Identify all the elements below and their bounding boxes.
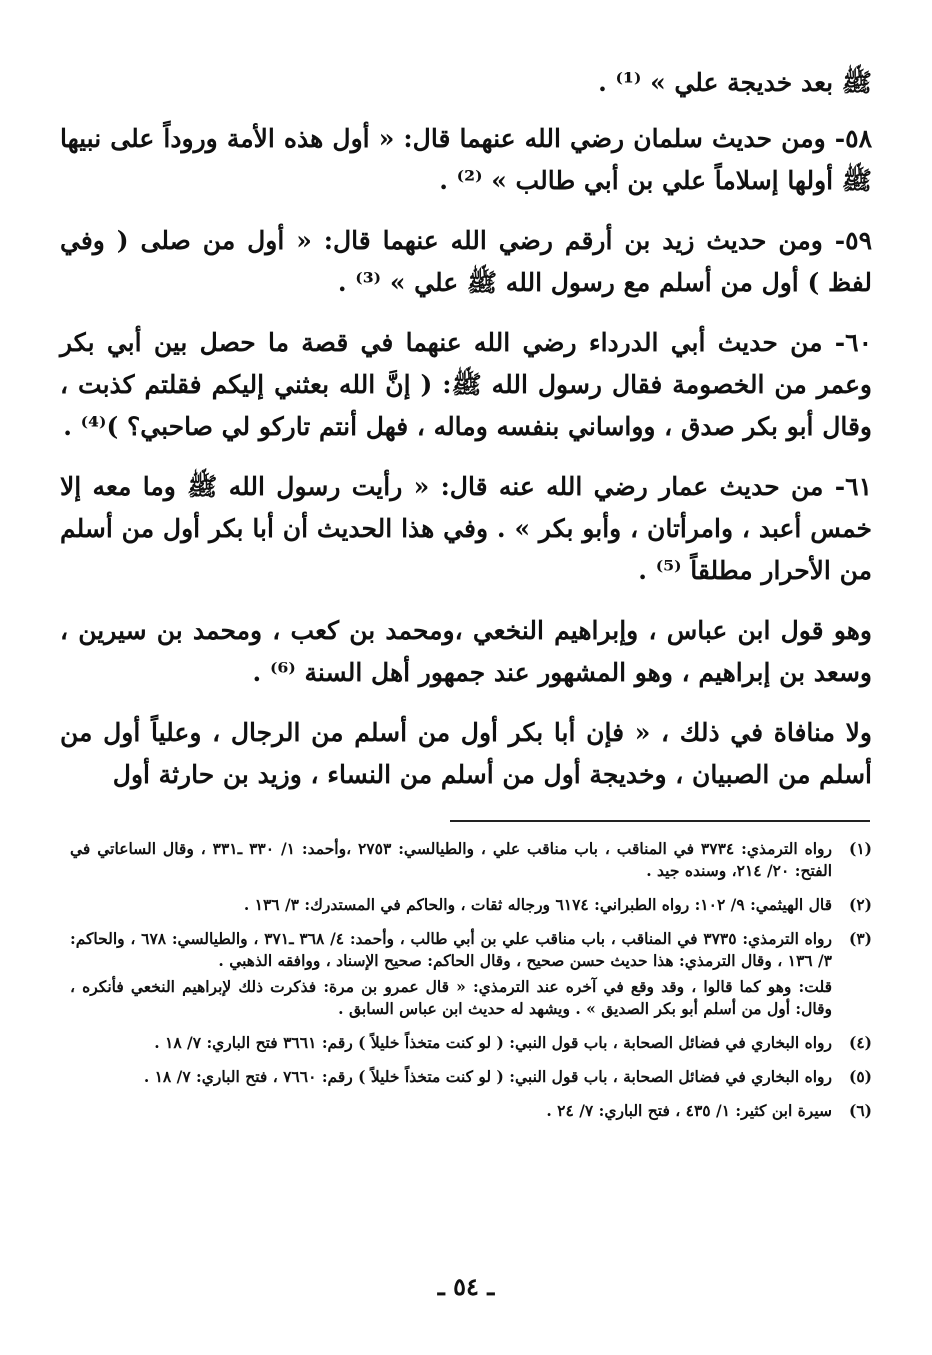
paragraph: ٥٩- ومن حديث زيد بن أرقم رضي الله عنهما قال: « أول من صلى ( وفي لفظ ) أول من أسلم مع رسول الله ﷺ علي » ⁽³⁾ . [60,226,872,297]
footnote-number: (٣) [848,929,872,948]
footnote [70,894,872,920]
footnotes [70,838,872,1134]
footnote [70,1066,872,1092]
footnote-number: (٢) [848,895,872,914]
footnote-number: (٤) [848,1033,872,1052]
footnote-text: رواه الترمذي: ٣٧٣٤ في المناقب ، باب مناقب علي ، والطيالسي: ٢٧٥٣ ،وأحمد: ١/ ٣٣٠ ـ٣٣١ ، وقال الساعاتي في الفتح: ٢٠/ ٢١٤، وسنده جيد . [70,839,832,880]
paragraph: ٥٨- ومن حديث سلمان رضي الله عنهما قال: « أول هذه الأمة وروداً على نبيها ﷺ أولها إسلاماً علي بن أبي طالب » ⁽²⁾ . [60,124,872,195]
paragraph: ولا منافاة في ذلك ، « فإن أبا بكر أول من أسلم من الرجال ، وعلياً أول من أسلم من الصبيان ، وخديجة أول من أسلم من النساء ، وزيد بن حارثة أول [60,718,872,789]
footnote-text: قال الهيثمي: ٩/ ١٠٢: رواه الطبراني: ٦١٧٤ ورجاله ثقات ، والحاكم في المستدرك: ٣/ ١٣٦ . [243,895,832,914]
paragraph: ٦٠- من حديث أبي الدرداء رضي الله عنهما في قصة ما حصل بين أبي بكر وعمر من الخصومة فقال رسول الله ﷺ: ( إنَّ الله بعثني إليكم فقلتم كذبت ، وقال أبو بكر صدق ، وواساني بنفسه وماله ، فهل أنتم تاركو لي صاحبي؟ )⁽⁴⁾ . [60,328,872,441]
footnote-number: (٥) [848,1067,872,1086]
footnote-text: سيرة ابن كثير: ١/ ٤٣٥ ، فتح الباري: ٧/ ٢٤ . [546,1101,832,1120]
paragraph: ٦١- من حديث عمار رضي الله عنه قال: « رأيت رسول الله ﷺ وما معه إلا خمس أعبد ، وامرأتان ، وأبو بكر » . وفي هذا الحديث أن أبا بكر أول من أسلم من الأحرار مطلقاً ⁽⁵⁾ . [60,472,872,585]
footnote-text: رواه البخاري في فضائل الصحابة ، باب قول النبي: ( لو كنت متخذاً خليلاً ) رقم: ٧٦٦٠ ، فتح الباري: ٧/ ١٨ . [143,1067,832,1086]
paragraph: ﷺ بعد خديجة علي » ⁽¹⁾ . [598,68,872,97]
footnote [70,1100,872,1126]
footnote-separator [450,820,870,822]
footnote-number: (٦) [848,1101,872,1120]
main-text [60,62,872,814]
footnote-number: (١) [848,839,872,858]
footnote-text: رواه الترمذي: ٣٧٣٥ في المناقب ، باب مناقب علي بن أبي طالب ، وأحمد: ٤/ ٣٦٨ ـ٣٧١ ، والطيالسي: ٦٧٨ ، والحاكم: ٣/ ١٣٦ ، وقال الترمذي: هذا حديث حسن صحيح ، وقال الحاكم: صحيح الإسناد ، ووافقه الذهبي . [70,929,832,970]
footnote [70,838,872,886]
footnote-text: رواه البخاري في فضائل الصحابة ، باب قول النبي: ( لو كنت متخذاً خليلاً ) رقم: ٣٦٦١ فتح الباري: ٧/ ١٨ . [154,1033,832,1052]
paragraph: وهو قول ابن عباس ، وإبراهيم النخعي ،ومحمد بن كعب ، ومحمد بن سيرين ، وسعد بن إبراهيم ، وهو المشهور عند جمهور أهل السنة ⁽⁶⁾ . [60,616,872,687]
page-number: ـ ٥٤ ـ [437,1272,495,1301]
footnote [70,928,872,1024]
footnote-text: قلت: وهو كما قالوا ، وقد وقع في آخره عند الترمذي: « قال عمرو بن مرة: فذكرت ذلك لإبراهيم النخعي فأنكره ، وقال: أول من أسلم أبو بكر الصديق » . ويشهد له حديث ابن عباس السابق . [70,977,832,1018]
footnote [70,1032,872,1058]
